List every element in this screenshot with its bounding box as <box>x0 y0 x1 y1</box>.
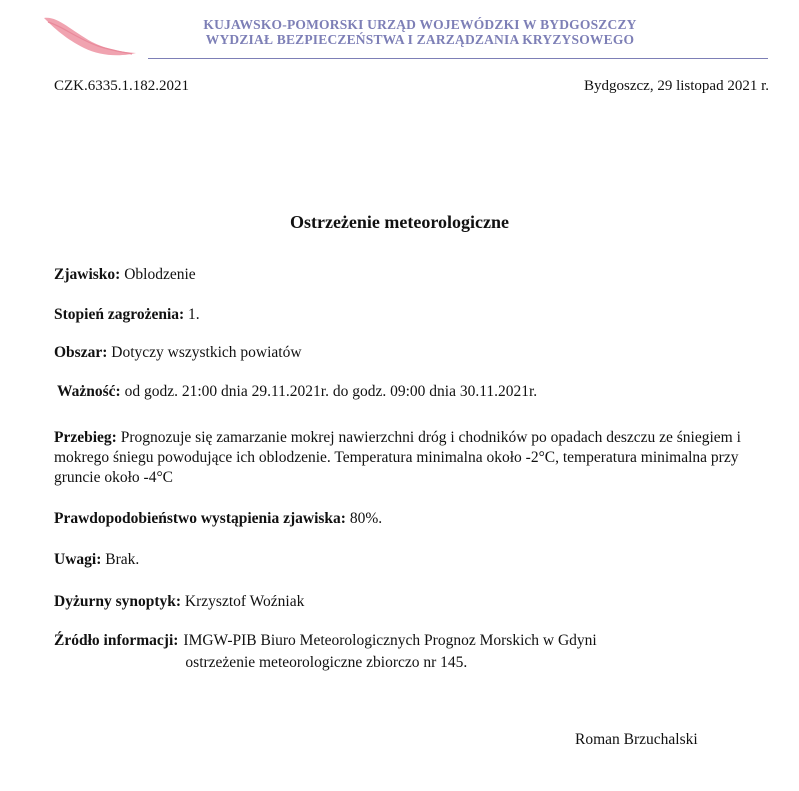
field-value: 80%. <box>349 510 383 527</box>
department-name: WYDZIAŁ BEZPIECZEŃSTWA I ZARZĄDZANIA KRYZYSOWEGO <box>205 32 635 47</box>
signature-name: Roman Brzuchalski <box>575 731 698 748</box>
field-label: Zjawisko: <box>54 266 121 283</box>
field-label: Stopień zagrożenia: <box>54 306 185 323</box>
office-header <box>140 17 700 47</box>
field-value: Prognozuje się zamarzanie mokrej nawierzchni dróg i chodników po opadach deszczu ze śniegiem i mokrego śniegu powodujące ich oblodzenie. Temperatura minimalna około -2°C, temperatura minimalna przy gruncie około -4°C <box>54 429 741 486</box>
document-title: Ostrzeżenie meteorologiczne <box>289 212 510 232</box>
office-logo-swoosh <box>40 12 140 62</box>
field-phenomenon <box>54 265 774 285</box>
field-threat-level <box>54 305 774 325</box>
office-name: KUJAWSKO-POMORSKI URZĄD WOJEWÓDZKI W BYDGOSZCZY <box>203 17 637 32</box>
field-label: Prawdopodobieństwo wystąpienia zjawiska: <box>54 510 346 527</box>
field-course <box>54 428 759 488</box>
logo-brush-stroke <box>44 18 136 55</box>
source-line-2: ostrzeżenie meteorologiczne zbiorczo nr 145. <box>185 654 468 671</box>
field-label: Uwagi: <box>54 551 102 568</box>
field-area <box>54 343 774 363</box>
field-probability <box>54 509 774 529</box>
field-label: Ważność: <box>57 383 121 400</box>
field-remarks <box>54 550 774 570</box>
header-divider <box>148 58 768 59</box>
field-value: 1. <box>188 306 200 323</box>
field-value: Krzysztof Woźniak <box>184 593 305 610</box>
field-value: Dotyczy wszystkich powiatów <box>111 344 302 361</box>
field-value: od godz. 21:00 dnia 29.11.2021r. do godz. 09:00 dnia 30.11.2021r. <box>124 383 538 400</box>
source-line-1: IMGW-PIB Biuro Meteorologicznych Prognoz Morskich w Gdyni <box>183 632 597 649</box>
field-label: Obszar: <box>54 344 108 361</box>
field-source <box>54 630 774 674</box>
field-label: Przebieg: <box>54 429 117 446</box>
field-duty-forecaster <box>54 592 774 612</box>
field-validity <box>57 382 777 402</box>
field-value: Oblodzenie <box>124 266 196 283</box>
field-label: Dyżurny synoptyk: <box>54 593 182 610</box>
reference-number: CZK.6335.1.182.2021 <box>54 78 189 94</box>
field-label: Źródło informacji: <box>54 632 179 649</box>
field-value: Brak. <box>105 551 140 568</box>
place-and-date: Bydgoszcz, 29 listopad 2021 r. <box>584 78 769 94</box>
source-values <box>183 630 596 674</box>
